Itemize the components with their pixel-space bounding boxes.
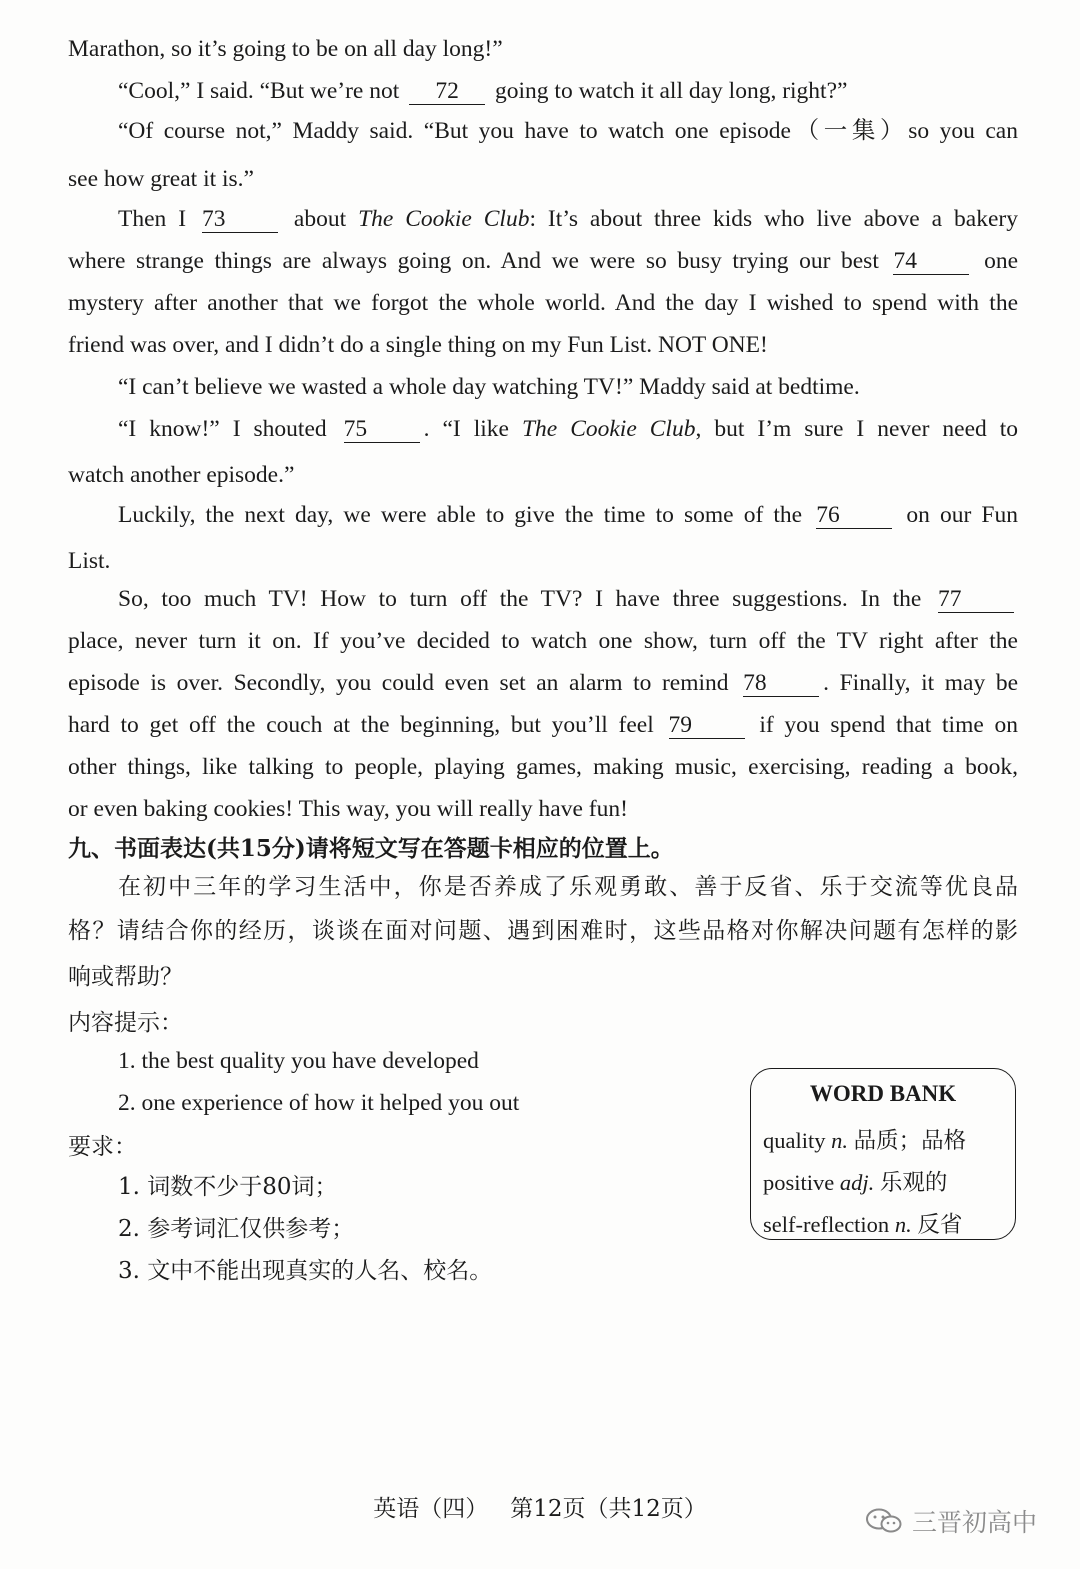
passage-line: So, too much TV! How to turn off the TV? I have three suggestions. In the 77 bbox=[118, 584, 1018, 614]
passage-line: “I know!” I shouted 75 . “I like The Cookie Club, but I’m sure I never need to bbox=[118, 416, 1019, 442]
requirements-label: 要求： bbox=[68, 1134, 137, 1160]
blank-72: 72 bbox=[409, 78, 485, 105]
passage-line: mystery after another that we forgot the whole world. And the day I wished to spend with the bbox=[68, 290, 1018, 316]
passage-line: “I can’t believe we wasted a whole day watching TV!” Maddy said at bedtime. bbox=[118, 374, 860, 400]
word-bank-entry: positive adj. 乐观的 bbox=[763, 1170, 948, 1196]
show-title: The Cookie Club bbox=[358, 206, 530, 232]
blank-79: 79 bbox=[669, 712, 745, 739]
passage-line: Luckily, the next day, we were able to give the time to some of the 76 on our Fun bbox=[118, 502, 1019, 528]
passage-line: “Of course not,” Maddy said. “But you have to watch one episode（一集）so you can bbox=[118, 118, 1018, 144]
passage-line: place, never turn it on. If you’ve decided to watch one show, turn off the TV right after the bbox=[68, 628, 1018, 654]
prompt-line: 在初中三年的学习生活中，你是否养成了乐观勇敢、善于反省、乐于交流等优良品 bbox=[118, 874, 1018, 900]
blank-77: 77 bbox=[938, 586, 1014, 613]
passage-line: List. bbox=[68, 548, 111, 574]
passage-line: friend was over, and I didn’t do a single thing on my Fun List. NOT ONE! bbox=[68, 332, 768, 358]
passage-line: where strange things are always going on. And we were so busy trying our best 74 one bbox=[68, 248, 1019, 274]
watermark bbox=[866, 1503, 1056, 1539]
word-bank-box bbox=[750, 1068, 1016, 1240]
passage-line: Then I 73 about The Cookie Club: It’s about three kids who live above a bakery bbox=[118, 206, 1018, 232]
prompt-line: 响或帮助？ bbox=[68, 964, 183, 990]
page-footer: 英语（四） 第12页（共12页） bbox=[373, 1496, 707, 1522]
passage-line: Marathon, so it’s going to be on all day long!” bbox=[68, 36, 503, 62]
passage-line: other things, like talking to people, playing games, making music, exercising, reading a book, bbox=[68, 754, 1018, 780]
watermark-text: 三晋初高中 bbox=[912, 1508, 1038, 1537]
blank-76: 76 bbox=[816, 502, 892, 529]
blank-73: 73 bbox=[202, 206, 278, 233]
requirement-item: 2. 参考词汇仅供参考； bbox=[118, 1216, 355, 1242]
hint-item: 1. the best quality you have developed bbox=[118, 1048, 479, 1074]
requirement-item: 1. 词数不少于80词； bbox=[118, 1174, 338, 1200]
blank-74: 74 bbox=[893, 248, 969, 275]
section-heading: 九、书面表达(共15分)请将短文写在答题卡相应的位置上。 bbox=[68, 835, 674, 862]
passage-line: or even baking cookies! This way, you will really have fun! bbox=[68, 796, 628, 822]
passage-line: watch another episode.” bbox=[68, 462, 295, 488]
word-bank-title: WORD BANK bbox=[809, 1081, 957, 1106]
prompt-line: 格？请结合你的经历，谈谈在面对问题、遇到困难时，这些品格对你解决问题有怎样的影 bbox=[68, 918, 1018, 944]
passage-line: hard to get off the couch at the beginning, but you’ll feel 79 if you spend that time on bbox=[68, 712, 1019, 738]
passage-line: see how great it is.” bbox=[68, 166, 254, 192]
word-bank-entry: quality n. 品质；品格 bbox=[763, 1128, 967, 1154]
wechat-icon bbox=[866, 1508, 902, 1534]
blank-75: 75 bbox=[344, 416, 420, 443]
word-bank-entry: self-reflection n. 反省 bbox=[763, 1212, 963, 1238]
blank-78: 78 bbox=[743, 670, 819, 697]
hint-item: 2. one experience of how it helped you out bbox=[118, 1090, 520, 1116]
requirement-item: 3. 文中不能出现真实的人名、校名。 bbox=[118, 1258, 493, 1284]
passage-line: “Cool,” I said. “But we’re not 72 going to watch it all day long, right?” bbox=[118, 78, 848, 104]
hints-label: 内容提示： bbox=[68, 1010, 183, 1036]
show-title: The Cookie Club bbox=[521, 416, 696, 442]
passage-line: episode is over. Secondly, you could even set an alarm to remind 78 . Finally, it may be bbox=[68, 670, 1019, 696]
